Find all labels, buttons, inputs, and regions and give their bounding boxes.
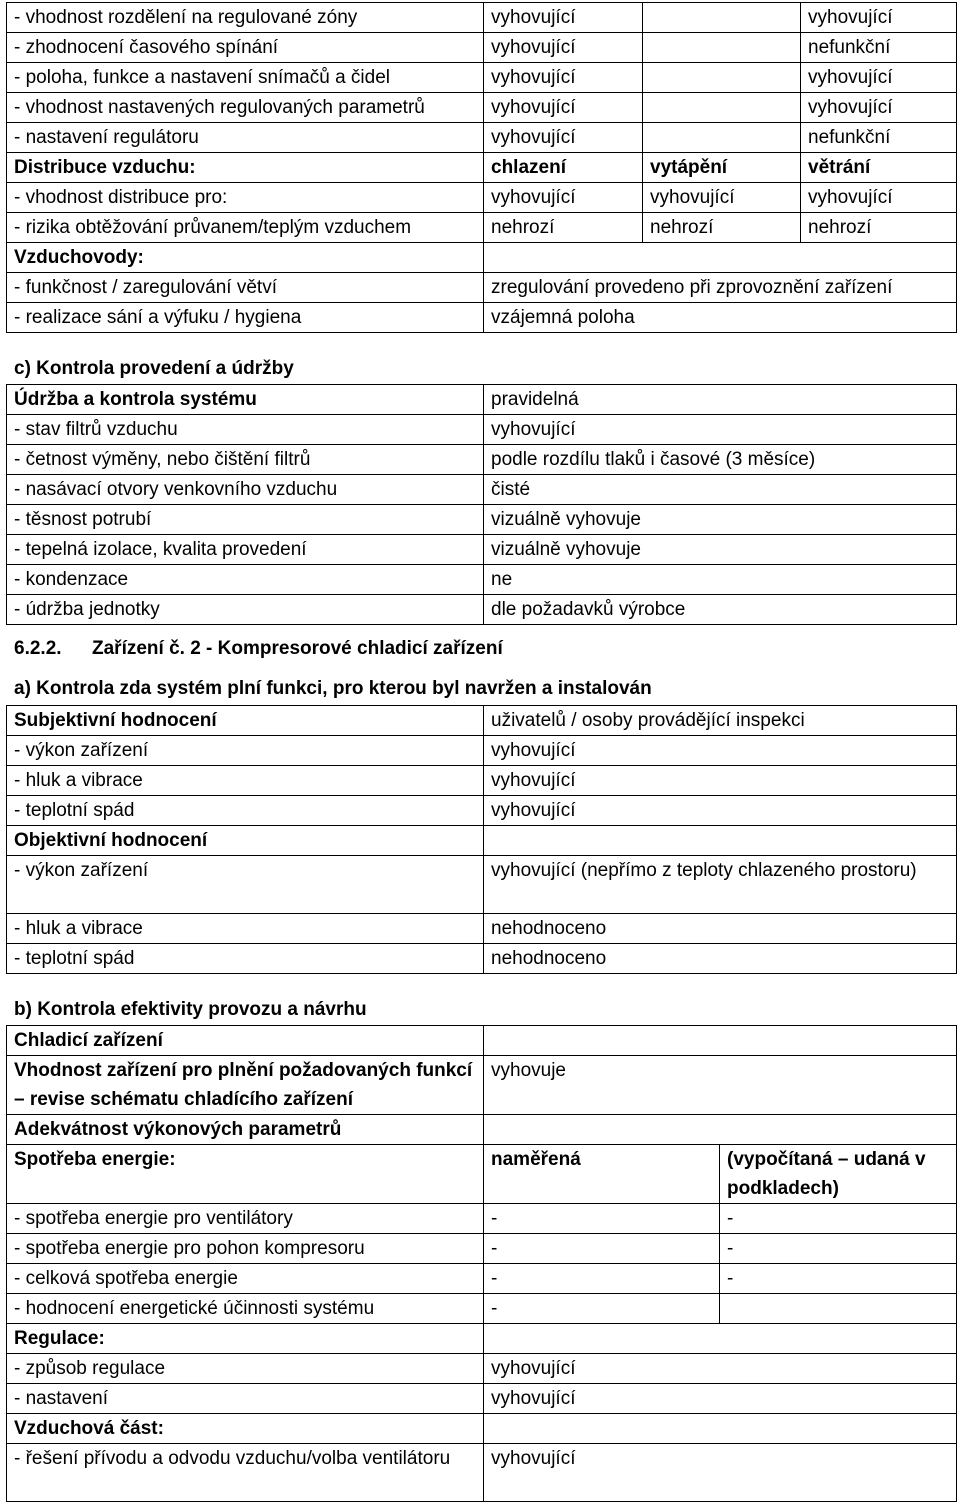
table-cell: - teplotní spád [7, 944, 484, 974]
table-cell [484, 1414, 957, 1444]
table-row [7, 445, 957, 475]
table-cell: - hluk a vibrace [7, 914, 484, 944]
table-cell: - vhodnost distribuce pro: [7, 183, 484, 213]
table-cell: čisté [484, 475, 957, 505]
table-row [7, 856, 957, 914]
table-cell: vizuálně vyhovuje [484, 505, 957, 535]
table-row [7, 3, 957, 33]
table-row [7, 766, 957, 796]
section-heading: Vzduchovody: [7, 243, 484, 273]
table-cell: Chladicí zařízení [7, 1026, 484, 1056]
table-row [7, 123, 957, 153]
table-4 [6, 1025, 957, 1502]
table-cell: Regulace: [7, 1324, 484, 1354]
table-cell: - [720, 1234, 957, 1264]
table-cell: vyhovující [484, 736, 957, 766]
table-cell: - celková spotřeba energie [7, 1264, 484, 1294]
section-title: Zařízení č. 2 - Kompresorové chladicí zařízení [92, 638, 503, 659]
table-cell: - těsnost potrubí [7, 505, 484, 535]
table-cell: dle požadavků výrobce [484, 595, 957, 625]
table-cell: - hodnocení energetické účinnosti systému [7, 1294, 484, 1324]
table-row [7, 415, 957, 445]
table-row [7, 33, 957, 63]
table-cell: - stav filtrů vzduchu [7, 415, 484, 445]
table-cell: - hluk a vibrace [7, 766, 484, 796]
table-cell: vyhovující [484, 33, 643, 63]
table-cell: - řešení přívodu a odvodu vzduchu/volba ventilátoru [7, 1444, 484, 1502]
table-row [7, 535, 957, 565]
table-cell: - spotřeba energie pro ventilátory [7, 1204, 484, 1234]
table-cell: vyhovující [484, 1384, 957, 1414]
table-row [7, 1264, 957, 1294]
table-cell: vyhovující [484, 123, 643, 153]
section-title-b: b) Kontrola efektivity provozu a návrhu [14, 999, 367, 1020]
table-cell: - kondenzace [7, 565, 484, 595]
table-cell: Spotřeba energie: [7, 1145, 484, 1204]
table-cell: nefunkční [801, 33, 957, 63]
column-header: vytápění [643, 153, 801, 183]
table-row [7, 183, 957, 213]
table-row [7, 213, 957, 243]
table-row [7, 1414, 957, 1444]
table-cell: vyhovující [801, 3, 957, 33]
table-cell: - tepelná izolace, kvalita provedení [7, 535, 484, 565]
table-cell: ne [484, 565, 957, 595]
section-title-c: c) Kontrola provedení a údržby [14, 358, 294, 379]
table-cell: nehodnoceno [484, 914, 957, 944]
table-row [7, 1324, 957, 1354]
table-row [7, 826, 957, 856]
column-header: chlazení [484, 153, 643, 183]
table-2 [6, 384, 957, 625]
table-cell: vyhovující [484, 63, 643, 93]
table-row [7, 1056, 957, 1115]
table-row [7, 944, 957, 974]
table-row [7, 914, 957, 944]
table-row [7, 63, 957, 93]
table-cell [484, 826, 957, 856]
column-header: větrání [801, 153, 957, 183]
table-cell: Údržba a kontrola systému [7, 385, 484, 415]
table-cell: vyhovující [643, 183, 801, 213]
table-cell: - zhodnocení časového spínání [7, 33, 484, 63]
table-1 [6, 2, 957, 333]
table-cell: - vhodnost nastavených regulovaných parametrů [7, 93, 484, 123]
table-row [7, 93, 957, 123]
table-cell [643, 93, 801, 123]
table-cell: Objektivní hodnocení [7, 826, 484, 856]
table-3 [6, 705, 957, 974]
table-cell: uživatelů / osoby provádějící inspekci [484, 706, 957, 736]
table-row [7, 565, 957, 595]
table-cell [720, 1294, 957, 1324]
table-row [7, 736, 957, 766]
table-cell: vyhovuje [484, 1056, 957, 1115]
table-cell: - vhodnost rozdělení na regulované zóny [7, 3, 484, 33]
table-cell: vyhovující [484, 3, 643, 33]
table-cell: - funkčnost / zaregulování větví [7, 273, 484, 303]
table-row [7, 1204, 957, 1234]
table-cell: Adekvátnost výkonových parametrů [7, 1115, 484, 1145]
table-cell: nehrozí [643, 213, 801, 243]
table-cell: - poloha, funkce a nastavení snímačů a čidel [7, 63, 484, 93]
section-heading [14, 637, 503, 661]
table-cell: vizuálně vyhovuje [484, 535, 957, 565]
table-cell [643, 123, 801, 153]
table-cell: Vhodnost zařízení pro plnění požadovaných funkcí – revise schématu chladícího zařízení [7, 1056, 484, 1115]
table-row [7, 303, 957, 333]
table-cell: podle rozdílu tlaků i časové (3 měsíce) [484, 445, 957, 475]
table-cell: nehrozí [484, 213, 643, 243]
table-cell: Subjektivní hodnocení [7, 706, 484, 736]
table-cell: - [720, 1204, 957, 1234]
table-cell: vyhovující [801, 183, 957, 213]
table-cell: - četnost výměny, nebo čištění filtrů [7, 445, 484, 475]
table-cell: nehodnoceno [484, 944, 957, 974]
table-cell: vyhovující (nepřímo z teploty chlazeného prostoru) [484, 856, 957, 914]
table-row [7, 475, 957, 505]
table-row [7, 595, 957, 625]
table-row [7, 1026, 957, 1056]
table-cell [643, 33, 801, 63]
column-header: (vypočítaná – udaná v podkladech) [720, 1145, 957, 1204]
table-cell [643, 63, 801, 93]
table-row [7, 505, 957, 535]
table-cell: - [484, 1264, 720, 1294]
table-cell: nefunkční [801, 123, 957, 153]
table-cell: - rizika obtěžování průvanem/teplým vzduchem [7, 213, 484, 243]
table-cell: - [484, 1294, 720, 1324]
table-row [7, 1234, 957, 1264]
table-cell: vyhovující [484, 93, 643, 123]
section-heading: Distribuce vzduchu: [7, 153, 484, 183]
table-cell [484, 1115, 957, 1145]
table-cell: - nasávací otvory venkovního vzduchu [7, 475, 484, 505]
table-cell: vzájemná poloha [484, 303, 957, 333]
table-row [7, 273, 957, 303]
table-cell: - nastavení regulátoru [7, 123, 484, 153]
table-row [7, 1444, 957, 1502]
table-row [7, 1115, 957, 1145]
table-cell: zregulování provedeno při zprovoznění zařízení [484, 273, 957, 303]
table-cell [484, 1324, 957, 1354]
table-row [7, 243, 957, 273]
table-row [7, 1384, 957, 1414]
table-row [7, 153, 957, 183]
table-cell: - nastavení [7, 1384, 484, 1414]
table-row [7, 1354, 957, 1384]
table-cell: - výkon zařízení [7, 736, 484, 766]
table-cell: vyhovující [484, 1354, 957, 1384]
table-cell: vyhovující [801, 63, 957, 93]
table-cell: - výkon zařízení [7, 856, 484, 914]
table-cell: pravidelná [484, 385, 957, 415]
table-cell: - [484, 1204, 720, 1234]
section-title-a: a) Kontrola zda systém plní funkci, pro kterou byl navržen a instalován [14, 678, 652, 699]
table-cell: vyhovující [484, 183, 643, 213]
section-number: 6.2.2. [14, 638, 62, 659]
table-cell: - realizace sání a výfuku / hygiena [7, 303, 484, 333]
table-cell: - [484, 1234, 720, 1264]
table-cell: vyhovující [484, 796, 957, 826]
table-cell: - spotřeba energie pro pohon kompresoru [7, 1234, 484, 1264]
table-cell [484, 1026, 957, 1056]
table-cell: Vzduchová část: [7, 1414, 484, 1444]
table-cell: - teplotní spád [7, 796, 484, 826]
table-cell: - [720, 1264, 957, 1294]
table-cell: vyhovující [484, 415, 957, 445]
table-cell: - údržba jednotky [7, 595, 484, 625]
table-row [7, 796, 957, 826]
table-cell: vyhovující [484, 766, 957, 796]
table-row [7, 385, 957, 415]
table-cell: vyhovující [484, 1444, 957, 1502]
table-row [7, 706, 957, 736]
table-cell: vyhovující [801, 93, 957, 123]
column-header: naměřená [484, 1145, 720, 1204]
table-cell: nehrozí [801, 213, 957, 243]
table-cell [484, 243, 957, 273]
table-row [7, 1145, 957, 1204]
table-cell: - způsob regulace [7, 1354, 484, 1384]
table-cell [643, 3, 801, 33]
table-row [7, 1294, 957, 1324]
